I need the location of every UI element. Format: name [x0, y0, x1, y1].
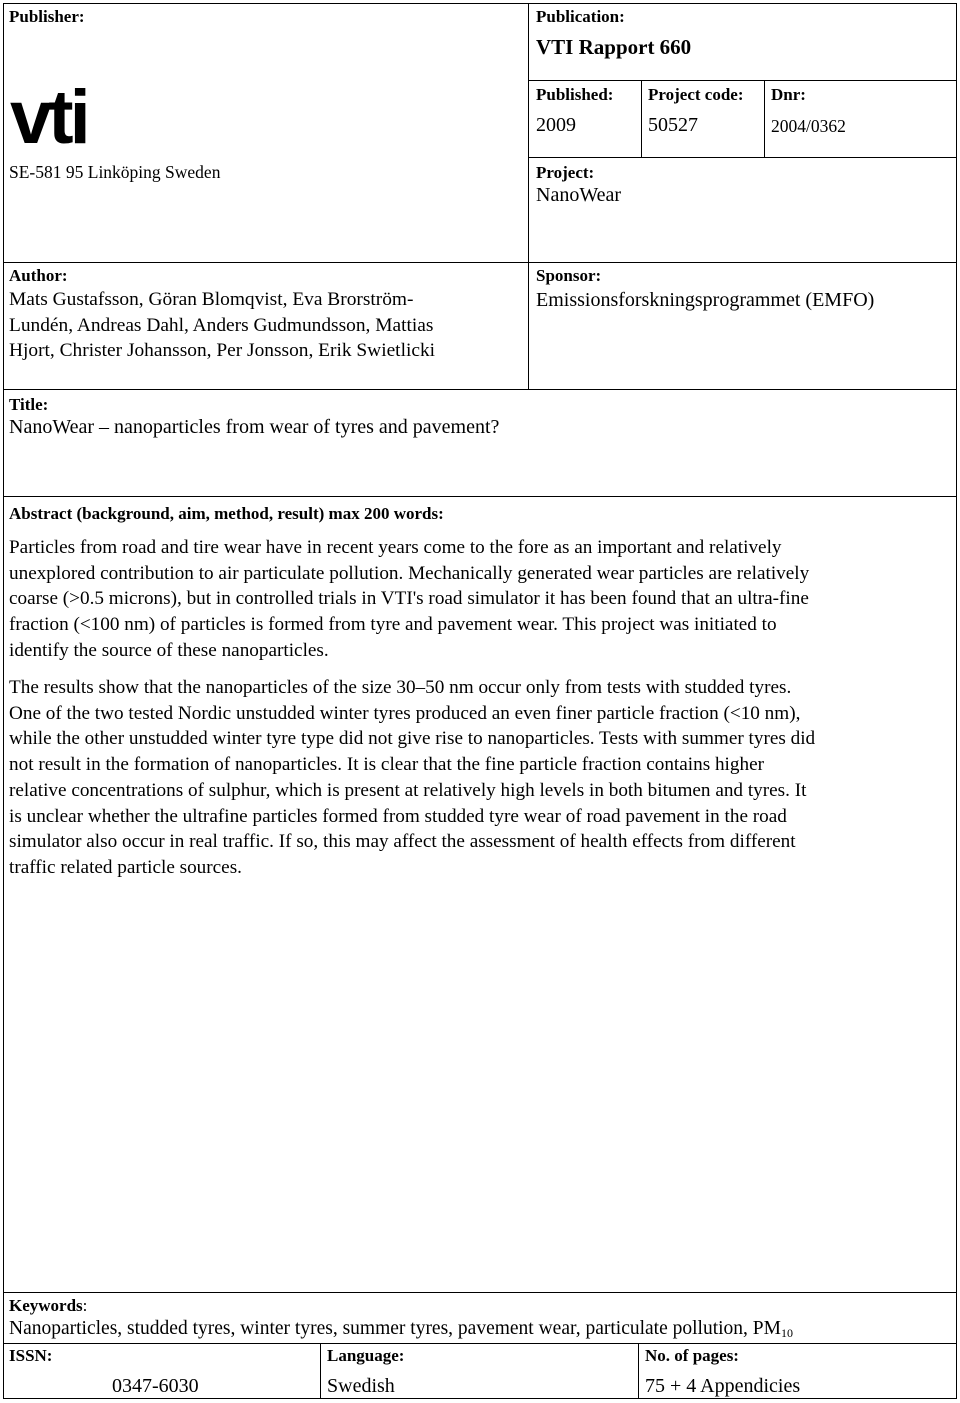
author-names: [9, 287, 524, 364]
abstract-label: Abstract (background, aim, method, result) max 200 words:: [9, 504, 444, 523]
vti-logo: vti: [10, 75, 87, 160]
divider-published-code: [641, 80, 642, 157]
divider-title: [3, 496, 957, 497]
keywords-value: Nanoparticles, studded tyres, winter tyres, summer tyres, pavement wear, particulate pollution, PM: [9, 1318, 781, 1339]
abstract-paragraph: The results show that the nanoparticles of the size 30–50 nm occur only from tests with studded tyres. One of the two tested Nordic unstudded winter tyres produced an even finer particle fraction (<10 nm), while the other unstudded winter tyre type did not give rise to nanoparticles. Tests with summer tyres did not result in the formation of nanoparticles. It is clear that the fine particle fraction contains higher relative concentrations of sulphur, which is present at relatively high levels in both bitumen and tyres. It is unclear whether the ultrafine particles formed from studded tyre wear of road pavement in the road simulator also occur in real traffic. If so, this may affect the assessment of health effects from different traffic related particle sources.: [9, 677, 816, 878]
divider-top-vertical: [528, 3, 529, 263]
publication-value: VTI Rapport 660: [536, 35, 692, 59]
language-value: Swedish: [327, 1375, 395, 1397]
project-code-label: Project code:: [648, 85, 744, 104]
pages-label: No. of pages:: [645, 1346, 739, 1365]
keywords-subscript: 10: [780, 1326, 793, 1340]
title-label: Title:: [9, 395, 49, 414]
issn-value: 0347-6030: [112, 1375, 199, 1397]
divider-author: [3, 389, 957, 390]
project-value: NanoWear: [536, 184, 622, 206]
keywords-label-wrap: [9, 1296, 87, 1316]
divider-published-row: [528, 157, 957, 158]
sponsor-value: Emissionsforskningsprogrammet (EMFO): [536, 289, 875, 311]
issn-label: ISSN:: [9, 1346, 53, 1365]
title-value: NanoWear – nanoparticles from wear of tyres and pavement?: [9, 416, 500, 438]
divider-code-dnr: [764, 80, 765, 157]
abstract-paragraph: Particles from road and tire wear have in recent years come to the fore as an important and relatively unexplored contribution to air particulate pollution. Mechanically generated wear particles are relatively coarse (>0.5 microns), but in controlled trials in VTI's road simulator it has been found that an ultra-fine fraction (<100 nm) of particles is formed from tyre and pavement wear. This project was initiated to identify the source of these nanoparticles.: [9, 537, 810, 661]
keywords-colon: :: [82, 1296, 88, 1315]
author-line: Lundén, Andreas Dahl, Anders Gudmundsson, Mattias: [9, 314, 434, 336]
published-label: Published:: [536, 85, 614, 104]
keywords-label: Keywords: [9, 1296, 83, 1315]
language-label: Language:: [327, 1346, 405, 1365]
project-label: Project:: [536, 163, 595, 182]
author-line: Mats Gustafsson, Göran Blomqvist, Eva Brorström-: [9, 289, 414, 310]
divider-publication: [528, 80, 957, 81]
publisher-label: Publisher:: [9, 7, 85, 26]
dnr-value: 2004/0362: [771, 116, 846, 136]
published-value: 2009: [536, 114, 576, 136]
sponsor-label: Sponsor:: [536, 266, 602, 285]
divider-issn-language: [320, 1343, 321, 1399]
divider-abstract: [3, 1292, 957, 1293]
author-label: Author:: [9, 266, 68, 285]
publication-label: Publication:: [536, 7, 625, 26]
dnr-label: Dnr:: [771, 85, 806, 104]
divider-author-sponsor: [528, 262, 529, 390]
divider-header: [3, 262, 957, 263]
divider-keywords: [3, 1343, 957, 1344]
project-code-value: 50527: [648, 114, 698, 136]
divider-language-pages: [638, 1343, 639, 1399]
author-line: Hjort, Christer Johansson, Per Jonsson, Erik Swietlicki: [9, 340, 436, 362]
publisher-address: SE-581 95 Linköping Sweden: [9, 162, 221, 182]
keywords-value-wrap: [9, 1318, 793, 1341]
pages-value: 75 + 4 Appendicies: [645, 1375, 801, 1397]
